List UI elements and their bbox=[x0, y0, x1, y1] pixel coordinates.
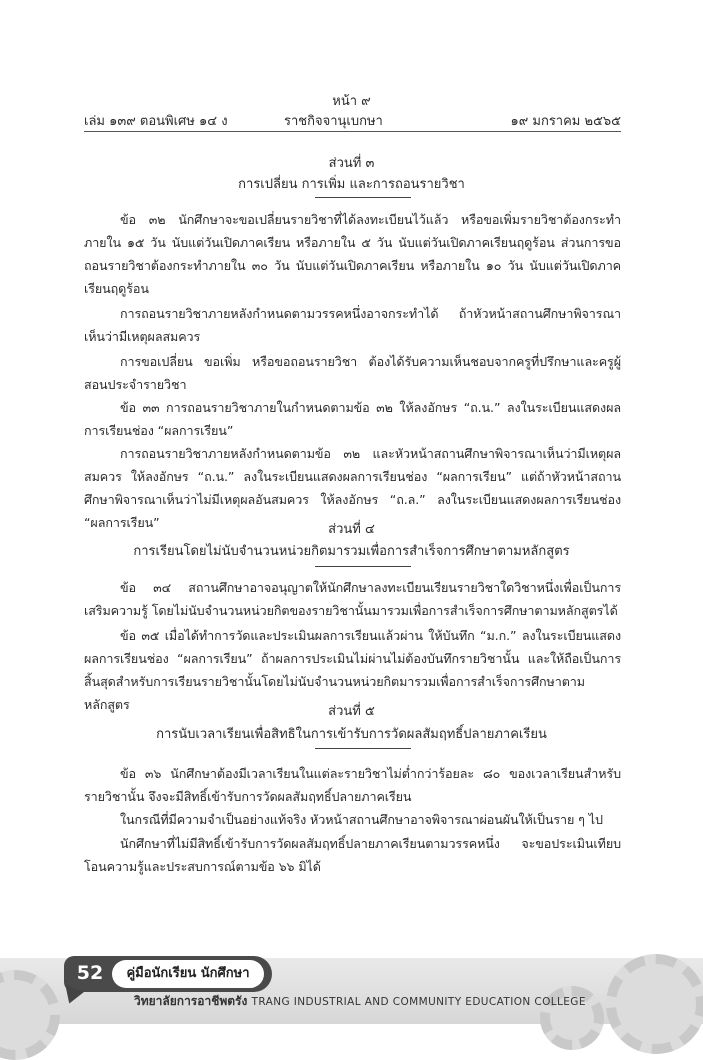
page-number: 52 bbox=[76, 962, 104, 984]
clause-32-para-2: การถอนรายวิชาภายหลังกำหนดตามวรรคหนึ่งอาจกระทำได้ ถ้าหัวหน้าสถานศึกษาพิจารณาเห็นว่ามีเหตุผลสมควร bbox=[84, 306, 621, 344]
gazette-date: ๑๙ มกราคม ๒๕๖๕ bbox=[510, 114, 621, 129]
section-3-title: ส่วนที่ ๓ bbox=[328, 156, 375, 171]
section-4-divider bbox=[315, 566, 411, 567]
section-5-title: ส่วนที่ ๕ bbox=[328, 704, 375, 719]
clause-36-para-2: ในกรณีที่มีความจำเป็นอย่างแท้จริง หัวหน้าสถานศึกษาอาจพิจารณาผ่อนผันให้เป็นราย ๆ ไป bbox=[120, 812, 603, 827]
page-footer bbox=[0, 940, 703, 1024]
section-4-title: ส่วนที่ ๔ bbox=[328, 522, 375, 537]
college-name bbox=[134, 992, 586, 1011]
clause-34: ข้อ ๓๔ สถานศึกษาอาจอนุญาตให้นักศึกษาลงทะเบียนเรียนรายวิชาใดวิชาหนึ่งเพื่อเป็นการเสริมความรู้ โดยไม่นับจำนวนหน่วยกิตของรายวิชานั้นมารวมเพื่อการสำเร็จการศึกษาตามหลักสูตรได้ bbox=[84, 580, 621, 618]
header-divider bbox=[84, 131, 621, 132]
clause-35: ข้อ ๓๕ เมื่อได้ทำการวัดและประเมินผลการเรียนแล้วผ่าน ให้บันทึก “ม.ก.” ลงในระเบียนแสดงผลการเรียนช่อง “ผลการเรียน” ถ้าผลการประเมินไม่ผ่านไม่ต้องบันทึกรายวิชานั้น และให้ถือเป็นการสิ้นสุดสำหรับการเรียนรายวิชานั้นโดยไม่นับจำนวนหน่วยกิตมารวมเพื่อการสำเร็จการศึกษาตามหลักสูตร bbox=[84, 628, 621, 712]
section-3-subtitle: การเปลี่ยน การเพิ่ม และการถอนรายวิชา bbox=[238, 177, 465, 192]
gazette-page-number: หน้า ๙ bbox=[332, 94, 371, 109]
college-name-en: TRANG INDUSTRIAL AND COMMUNITY EDUCATION COLLEGE bbox=[251, 996, 586, 1008]
section-3-divider bbox=[315, 197, 411, 198]
clause-33: ข้อ ๓๓ การถอนรายวิชาภายในกำหนดตามข้อ ๓๒ ให้ลงอักษร “ถ.น.” ลงในระเบียนแสดงผลการเรียนช่อง “ผลการเรียน” bbox=[84, 400, 621, 438]
clause-36-para-3: นักศึกษาที่ไม่มีสิทธิ์เข้ารับการวัดผลสัมฤทธิ์ปลายภาคเรียนตามวรรคหนึ่ง จะขอประเมินเทียบโอนความรู้และประสบการณ์ตามข้อ ๖๖ มิได้ bbox=[84, 836, 621, 874]
clause-33-para-2: การถอนรายวิชาภายหลังกำหนดตามข้อ ๓๒ และหัวหน้าสถานศึกษาพิจารณาเห็นว่ามีเหตุผลสมควร ให้ลงอักษร “ถ.น.” ลงในระเบียนแสดงผลการเรียนช่อง “ผลการเรียน” แต่ถ้าหัวหน้าสถานศึกษาพิจารณาเห็นว่าไม่มีเหตุผลอันสมควร ให้ลงอักษร “ถ.ล.” ลงในระเบียนแสดงผลการเรียนช่อง “ผลการเรียน” bbox=[84, 446, 621, 530]
gear-icon bbox=[606, 954, 703, 1054]
section-5-divider bbox=[315, 748, 411, 749]
gazette-name: ราชกิจจานุเบกษา bbox=[284, 114, 383, 129]
gazette-volume: เล่ม ๑๓๙ ตอนพิเศษ ๑๔ ง bbox=[84, 114, 228, 129]
guide-title: คู่มือนักเรียน นักศึกษา bbox=[112, 960, 264, 988]
clause-32: ข้อ ๓๒ นักศึกษาจะขอเปลี่ยนรายวิชาที่ได้ลงทะเบียนไว้แล้ว หรือขอเพิ่มรายวิชาต้องกระทำภายใน ๑๕ วัน นับแต่วันเปิดภาคเรียน หรือภายใน ๕ วัน นับแต่วันเปิดภาคเรียนฤดูร้อน ส่วนการขอถอนรายวิชาต้องกระทำภายใน ๓๐ วัน นับแต่วันเปิดภาคเรียน หรือภายใน ๑๐ วัน นับแต่วันเปิดภาคเรียนฤดูร้อน bbox=[84, 212, 621, 296]
clause-36: ข้อ ๓๖ นักศึกษาต้องมีเวลาเรียนในแต่ละรายวิชาไม่ต่ำกว่าร้อยละ ๘๐ ของเวลาเรียนสำหรับรายวิชานั้น จึงจะมีสิทธิ์เข้ารับการวัดผลสัมฤทธิ์ปลายภาคเรียน bbox=[84, 766, 621, 804]
section-4-subtitle: การเรียนโดยไม่นับจำนวนหน่วยกิตมารวมเพื่อการสำเร็จการศึกษาตามหลักสูตร bbox=[133, 544, 570, 559]
section-5-subtitle: การนับเวลาเรียนเพื่อสิทธิในการเข้ารับการวัดผลสัมฤทธิ์ปลายภาคเรียน bbox=[156, 727, 547, 742]
clause-32-para-3: การขอเปลี่ยน ขอเพิ่ม หรือขอถอนรายวิชา ต้องได้รับความเห็นชอบจากครูที่ปรึกษาและครูผู้สอนประจำรายวิชา bbox=[84, 354, 621, 392]
college-name-th: วิทยาลัยการอาชีพตรัง bbox=[134, 994, 248, 1008]
